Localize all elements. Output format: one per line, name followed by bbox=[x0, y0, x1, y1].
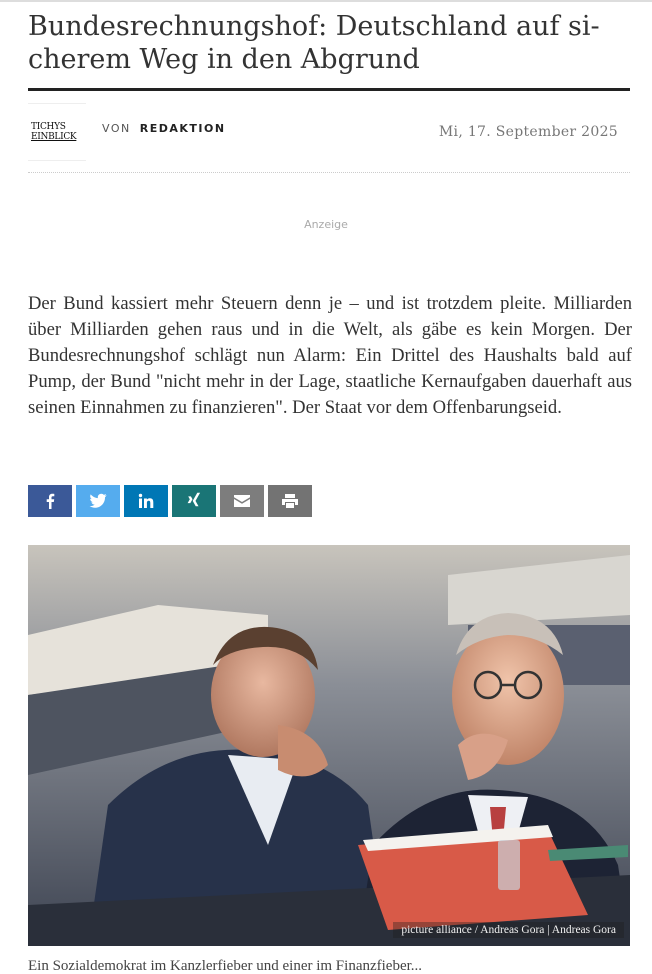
photo-caption bbox=[28, 956, 630, 974]
photo-caption-text: Ein Sozialdemokrat im Kanzlerfieber und einer im Finanzfieber... bbox=[28, 958, 423, 974]
meta-divider bbox=[28, 172, 630, 173]
author-prefix: VON bbox=[102, 122, 131, 135]
author-byline bbox=[102, 122, 226, 135]
article-headline: Bundesrechnungshof: Deutschland auf sicherem Weg in den Abgrund bbox=[28, 11, 600, 75]
publish-date: Mi, 17. September 2025 bbox=[438, 124, 618, 140]
email-icon bbox=[233, 494, 251, 508]
share-xing-button[interactable] bbox=[172, 485, 216, 517]
share-facebook-button[interactable] bbox=[28, 485, 72, 517]
ad-label: Anzeige bbox=[304, 218, 348, 231]
logo-line-1: TICHYS bbox=[31, 122, 66, 132]
photo-illustration bbox=[28, 545, 630, 946]
author-name-link[interactable]: REDAKTION bbox=[139, 122, 226, 135]
share-bar bbox=[28, 485, 312, 517]
print-icon bbox=[281, 493, 299, 509]
share-linkedin-button[interactable] bbox=[124, 485, 168, 517]
headline-divider bbox=[28, 88, 630, 91]
share-email-button[interactable] bbox=[220, 485, 264, 517]
logo-line-2: EINBLICK bbox=[31, 132, 77, 142]
linkedin-icon bbox=[138, 493, 154, 509]
article-lead: Der Bund kassiert mehr Steuern denn je – und ist trotzdem pleite. Milliarden über Milliarden gehen raus und in die Welt, als gäbe es kein Morgen. Der Bundesrechnungshof schlägt nun Alarm: Ein Drittel des Haushalts bald auf Pump, der Bund "nicht mehr in der Lage, staatliche Kernaufgaben dauerhaft aus seinen Einnahmen zu finanzieren". Der Staat vor dem Offenbarungseid. bbox=[28, 293, 632, 418]
top-divider bbox=[0, 0, 652, 2]
facebook-icon bbox=[42, 493, 58, 509]
twitter-icon bbox=[89, 493, 107, 509]
publisher-logo[interactable] bbox=[28, 103, 86, 161]
share-twitter-button[interactable] bbox=[76, 485, 120, 517]
article-photo[interactable] bbox=[28, 545, 630, 946]
photo-credit: picture alliance / Andreas Gora | Andreas Gora bbox=[393, 922, 624, 938]
xing-icon bbox=[186, 492, 202, 510]
print-button[interactable] bbox=[268, 485, 312, 517]
